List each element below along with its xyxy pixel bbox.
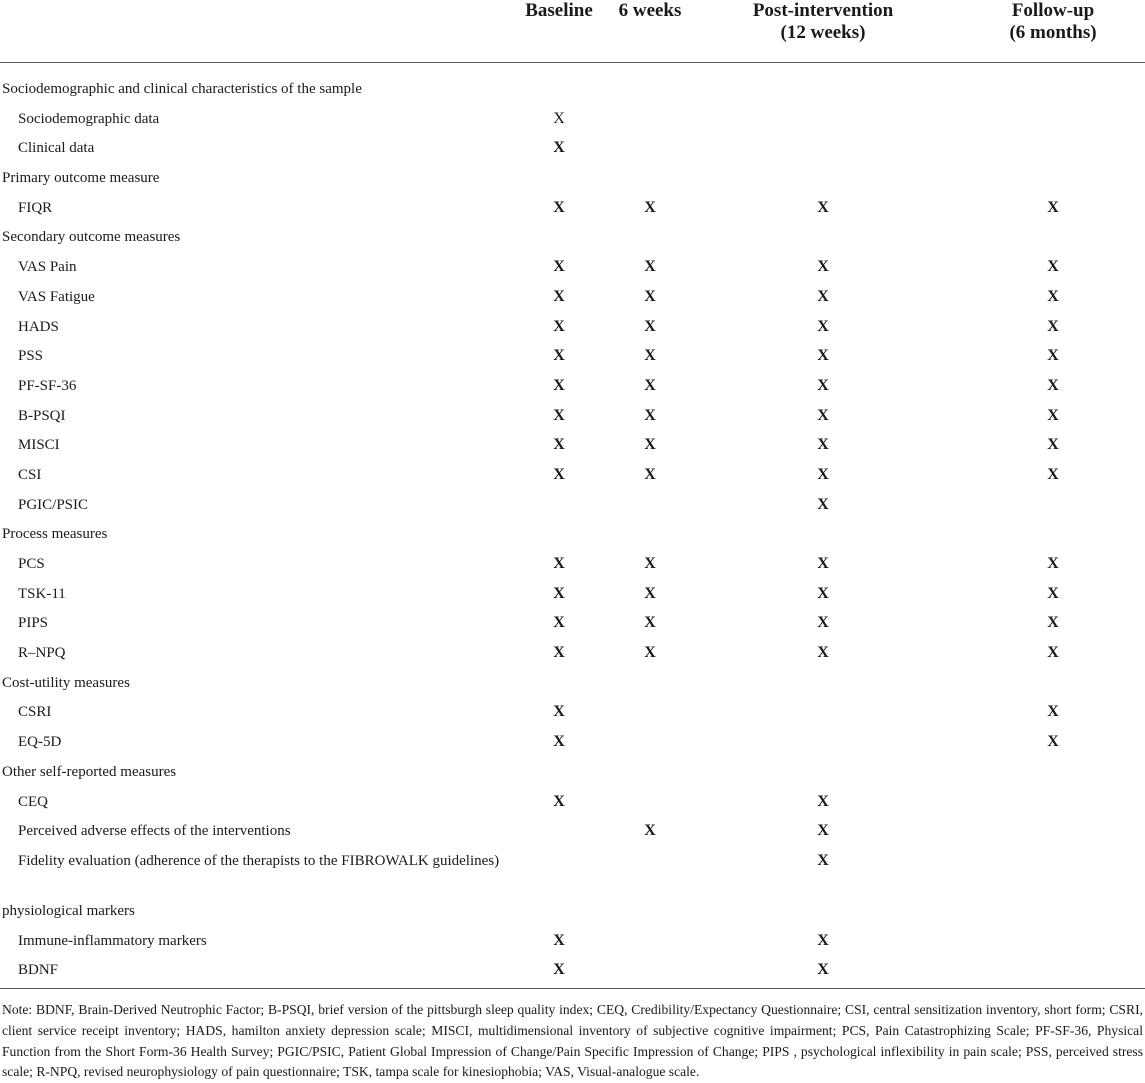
section-title: Primary outcome measure	[2, 170, 160, 187]
cell-post-intervention-mark: X	[817, 961, 829, 979]
cell-baseline-mark: X	[553, 792, 565, 810]
measure-label: Immune-inflammatory markers	[18, 932, 207, 949]
cell-baseline-mark: X	[553, 703, 565, 721]
measure-label: B-PSQI	[18, 407, 66, 424]
cell-6-weeks-mark: X	[644, 287, 656, 305]
table-header	[0, 0, 1145, 62]
measure-label: PSS	[18, 348, 44, 365]
measure-label: R–NPQ	[18, 645, 66, 662]
section-header-row	[0, 162, 1145, 192]
cell-post-intervention-mark: X	[817, 822, 829, 840]
table-row	[0, 815, 1145, 845]
cell-follow-up-mark: X	[1047, 258, 1059, 276]
measure-label: PCS	[18, 556, 45, 572]
measure-label: CEQ	[18, 793, 48, 810]
cell-post-intervention-mark: X	[817, 198, 829, 216]
section-title: Other self-reported measures	[2, 763, 177, 780]
cell-6-weeks-mark: X	[644, 198, 656, 216]
table-row	[0, 340, 1145, 370]
cell-baseline-mark: X	[553, 555, 565, 572]
measure-label: PIPS	[18, 615, 49, 632]
table-row	[0, 370, 1145, 400]
table-row	[0, 845, 1145, 895]
section-header-row	[0, 518, 1145, 548]
measure-label: CSI	[18, 466, 42, 483]
measure-label: BDNF	[18, 962, 59, 979]
cell-6-weeks-mark: X	[644, 465, 656, 483]
cell-follow-up-mark: X	[1047, 287, 1059, 305]
column-header-follow-up: Follow-up (6 months)	[1009, 0, 1097, 43]
column-header-6-weeks: 6 weeks	[618, 0, 682, 21]
cell-post-intervention-mark: X	[817, 258, 829, 276]
cell-post-intervention-mark: X	[817, 851, 829, 869]
section-header-row	[0, 221, 1145, 251]
cell-post-intervention-mark: X	[817, 317, 829, 335]
cell-post-intervention-mark: X	[817, 792, 829, 810]
table-row	[0, 400, 1145, 430]
column-header-post-intervention: Post-intervention (12 weeks)	[752, 0, 894, 43]
cell-baseline-mark: X	[553, 139, 565, 157]
cell-follow-up-mark: X	[1047, 465, 1059, 483]
cell-follow-up-mark: X	[1047, 376, 1059, 394]
cell-baseline-mark: X	[553, 733, 565, 751]
cell-follow-up-mark: X	[1047, 406, 1059, 424]
cell-6-weeks-mark: X	[644, 376, 656, 394]
table-row	[0, 311, 1145, 341]
cell-post-intervention-mark: X	[817, 584, 829, 602]
table-row	[0, 132, 1145, 162]
cell-baseline-mark: X	[553, 584, 565, 602]
measure-label: HADS	[18, 318, 59, 335]
table-body	[0, 73, 1145, 984]
header-divider	[0, 62, 1145, 63]
table-row	[0, 578, 1145, 608]
cell-post-intervention-mark: X	[817, 347, 829, 365]
cell-follow-up-mark: X	[1047, 644, 1059, 662]
table-footnote: Note: BDNF, Brain-Derived Neutrophic Factor; B-PSQI, brief version of the pittsburgh sleep quality index; CEQ, Credibility/Expectancy Questionnaire; CSI, central sensitization inventory, short form; CSRI, client service receipt inventory; HADS, hamilton anxiety depression scale; MISCI, multidimensional inventory of subjective cognitive impairment; PCS, Pain Catastrophizing Scale; PF-SF-36, Physical Function from the Short Form-36 Health Survey; PGIC/PSIC, Patient Global Impression of Change/Pain Specific Impression of Change; PIPS , psychological inflexibility in pain scale; PSS, perceived stress scale; R-NPQ, revised neurophysiology of pain questionnaire; TSK, tampa scale for kinesiophobia; VAS, Visual-analogue scale.	[2, 1002, 1143, 1080]
section-header-row	[0, 895, 1145, 925]
table-row	[0, 548, 1145, 578]
cell-post-intervention-mark: X	[817, 644, 829, 662]
cell-baseline-mark: X	[553, 614, 565, 632]
cell-baseline-mark: X	[553, 347, 565, 365]
section-title: physiological markers	[2, 902, 135, 919]
cell-6-weeks-mark: X	[644, 614, 656, 632]
cell-post-intervention-mark: X	[817, 406, 829, 424]
cell-follow-up-mark: X	[1047, 436, 1059, 454]
measure-label: Sociodemographic data	[18, 110, 160, 127]
cell-6-weeks-mark: X	[644, 436, 656, 454]
cell-baseline-mark: X	[553, 465, 565, 483]
cell-baseline-mark: X	[553, 317, 565, 335]
cell-baseline-mark: X	[553, 644, 565, 662]
cell-6-weeks-mark: X	[644, 347, 656, 365]
cell-follow-up-mark: X	[1047, 703, 1059, 721]
measure-label: VAS Pain	[18, 259, 77, 276]
cell-baseline-mark: X	[553, 436, 565, 454]
table-row	[0, 489, 1145, 519]
cell-follow-up-mark: X	[1047, 733, 1059, 751]
section-header-row	[0, 756, 1145, 786]
cell-baseline-mark: X	[553, 931, 565, 949]
cell-post-intervention-mark: X	[817, 495, 829, 513]
cell-baseline-mark: X	[553, 406, 565, 424]
table-row	[0, 103, 1145, 133]
table-row	[0, 637, 1145, 667]
measure-label: PF-SF-36	[18, 377, 77, 394]
cell-baseline-mark: X	[553, 287, 565, 305]
column-header-baseline: Baseline	[525, 0, 593, 21]
cell-post-intervention-mark: X	[817, 287, 829, 305]
table-row	[0, 925, 1145, 955]
cell-6-weeks-mark: X	[644, 258, 656, 276]
cell-post-intervention-mark: X	[817, 614, 829, 632]
cell-post-intervention-mark: X	[817, 376, 829, 394]
table-row	[0, 251, 1145, 281]
cell-6-weeks-mark: X	[644, 406, 656, 424]
table-row	[0, 954, 1145, 984]
cell-6-weeks-mark: X	[644, 317, 656, 335]
cell-6-weeks-mark: X	[644, 584, 656, 602]
measure-label: MISCI	[18, 437, 60, 454]
cell-follow-up-mark: X	[1047, 614, 1059, 632]
cell-baseline-mark: X	[553, 198, 565, 216]
cell-baseline-mark: X	[553, 258, 565, 276]
table-row	[0, 459, 1145, 489]
cell-follow-up-mark: X	[1047, 317, 1059, 335]
cell-follow-up-mark: X	[1047, 198, 1059, 216]
section-title: Sociodemographic and clinical characteristics of the sample	[2, 81, 362, 97]
measure-label: FIQR	[18, 199, 53, 216]
section-header-row	[0, 73, 1145, 103]
cell-post-intervention-mark: X	[817, 931, 829, 949]
cell-post-intervention-mark: X	[817, 555, 829, 572]
section-title: Process measures	[2, 526, 108, 543]
measure-label: Clinical data	[18, 140, 95, 157]
measure-label: Fidelity evaluation (adherence of the therapists to the FIBROWALK guidelines)	[18, 852, 500, 869]
measure-label: Perceived adverse effects of the interventions	[18, 823, 291, 840]
cell-baseline-mark: X	[553, 961, 565, 979]
measure-label: EQ-5D	[18, 734, 62, 751]
measure-label: PGIC/PSIC	[18, 496, 89, 513]
cell-baseline-mark: X	[553, 376, 565, 394]
cell-post-intervention-mark: X	[817, 436, 829, 454]
section-title: Secondary outcome measures	[2, 229, 181, 246]
cell-post-intervention-mark: X	[817, 465, 829, 483]
cell-6-weeks-mark: X	[644, 644, 656, 662]
cell-6-weeks-mark: X	[644, 822, 656, 840]
table-row	[0, 607, 1145, 637]
table-row	[0, 696, 1145, 726]
table-row	[0, 192, 1145, 222]
cell-follow-up-mark: X	[1047, 347, 1059, 365]
table-row	[0, 786, 1145, 816]
cell-6-weeks-mark: X	[644, 555, 656, 572]
table-bottom-divider	[0, 988, 1145, 989]
measure-label: CSRI	[18, 704, 52, 721]
cell-follow-up-mark: X	[1047, 555, 1059, 572]
measure-label: VAS Fatigue	[18, 288, 95, 305]
section-header-row	[0, 667, 1145, 697]
section-title: Cost-utility measures	[2, 674, 130, 691]
measure-label: TSK-11	[18, 585, 66, 602]
table-row	[0, 726, 1145, 756]
cell-baseline-mark: X	[553, 109, 565, 127]
table-row	[0, 429, 1145, 459]
table-row	[0, 281, 1145, 311]
cell-follow-up-mark: X	[1047, 584, 1059, 602]
